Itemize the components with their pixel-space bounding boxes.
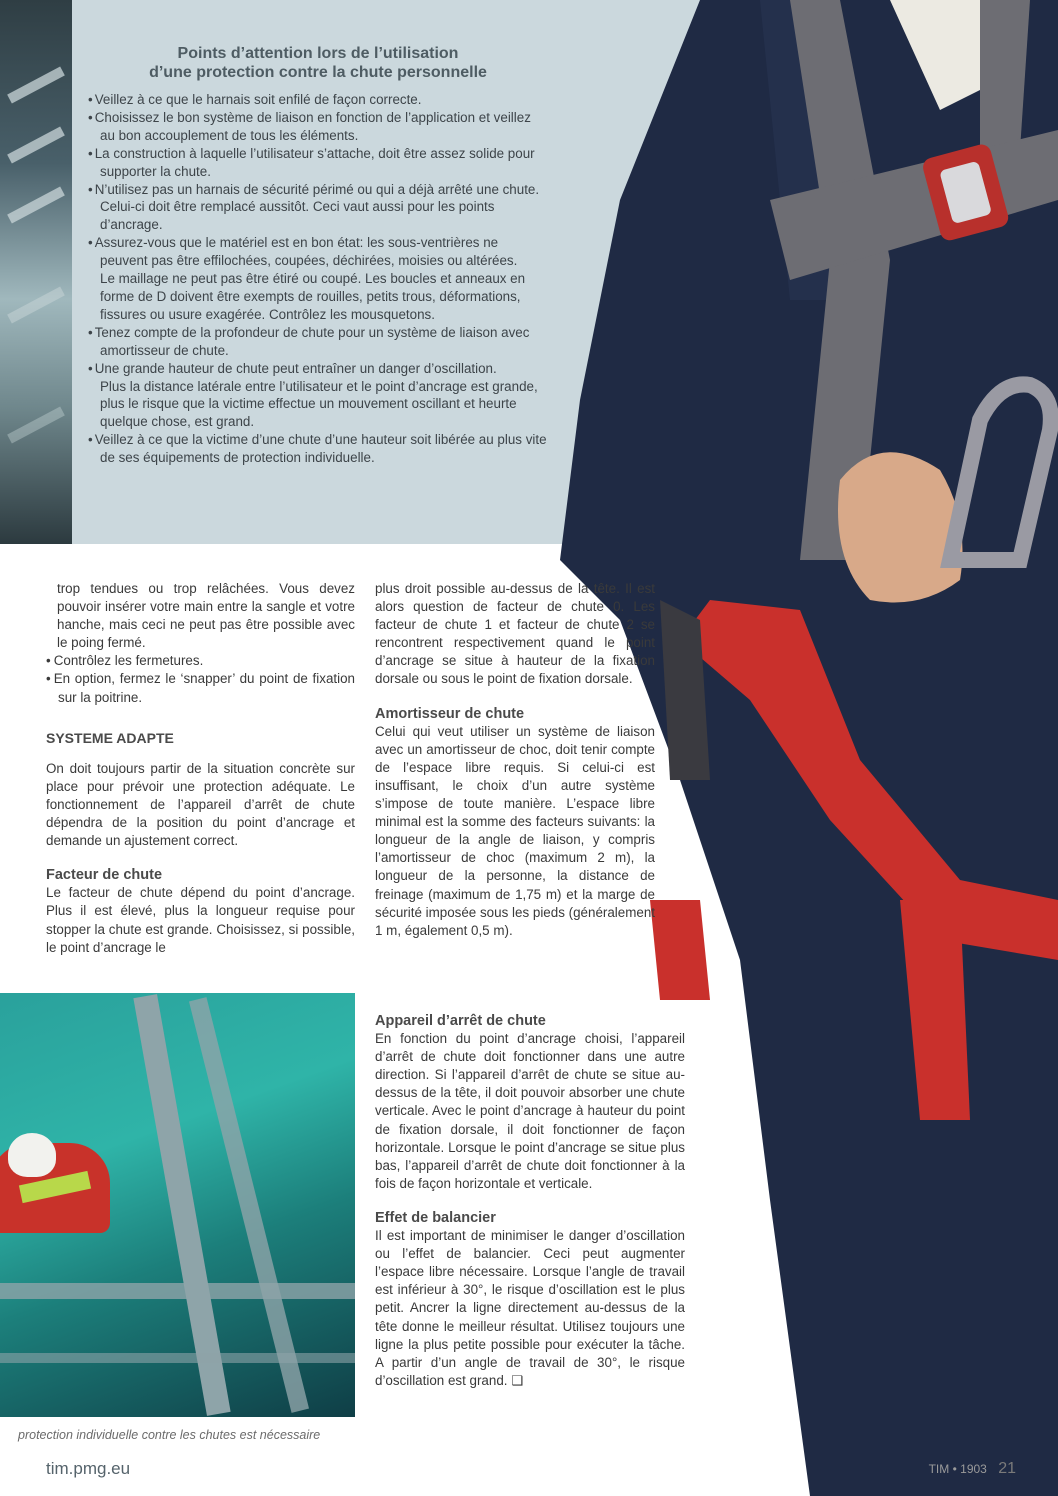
- magazine-name: TIM: [928, 1462, 950, 1476]
- end-mark-icon: ❑: [511, 1372, 524, 1388]
- column-2: [375, 580, 655, 940]
- heading-facteur-de-chute: Facteur de chute: [46, 867, 163, 884]
- site-link[interactable]: tim.pmg.eu: [46, 1459, 131, 1478]
- para-systeme-adapte: On doit toujours partir de la situation concrète sur place pour prévoir une protection adéquate. Le fonctionnement de l’appareil d’arrêt de chute dépendra de la position du point d’ancrage et demande un ajustement correct.: [46, 760, 355, 849]
- col2-cont-text: plus droit possible au-dessus de la tête. Il est alors question de facteur de chute 0. Les facteur de chute 1 et facteur de chute 2 se rencontrent respectivement quand le point d’ancrage se situe à hauteur de la fixation dorsale ou sous le point de fixation dorsale.: [375, 581, 655, 687]
- info-item: • Une grande hauteur de chute peut entraîner un danger d’oscillation.: [88, 360, 548, 378]
- heading-effet-balancier: Effet de balancier: [375, 1209, 496, 1226]
- info-item: • Veillez à ce que le harnais soit enfilé de façon correcte.: [88, 91, 548, 109]
- col1-bullet-1: • Contrôlez les fermetures.: [46, 652, 355, 670]
- page-footer: TIM • 1903 21: [928, 1460, 1016, 1477]
- column-1: [46, 580, 355, 957]
- info-item: • Veillez à ce que la victime d’une chute d’une hauteur soit libérée au plus vite de ses équipements de protection individuelle.: [88, 431, 548, 467]
- info-item: • Assurez-vous que le matériel est en bon état: les sous-ventrières ne peuvent pas être effilochées, coupées, déchirées, moisies ou altérées.: [88, 234, 548, 270]
- col1-bullets: [46, 652, 355, 706]
- col1-cont-text: trop tendues ou trop relâchées. Vous devez pouvoir insérer votre main entre la sangle et votre hanche, mais ceci ne peut pas être possible avec le poing fermé.: [57, 581, 355, 651]
- info-item: • Tenez compte de la profondeur de chute pour un système de liaison avec amortisseur de chute.: [88, 324, 548, 360]
- page-number: 21: [998, 1460, 1016, 1477]
- column-2-lower: [375, 1012, 685, 1390]
- bottom-left-photo: [0, 993, 355, 1417]
- para-effet-balancier: Il est important de minimiser le danger d’oscillation ou l’effet de balancier. Ceci peut augmenter l’espace libre nécessaire. Lorsque l’angle de travail est inférieur à 30°, le risque d’oscillation est le plus petit. Ancrer la ligne directement au-dessus de la tête donne le meilleur résultat. Utilisez toujours une ligne la plus petite possible pour exécuter la tâche. A partir d’un angle de travail de 30°, le risque d’oscillation est grand.: [375, 1228, 685, 1388]
- issue-number: 1903: [960, 1462, 987, 1476]
- info-item: • N’utilisez pas un harnais de sécurité périmé ou qui a déjà arrêté une chute. Celui-ci doit être remplacé aussitôt. Ceci vaut aussi pour les points d’ancrage.: [88, 181, 548, 235]
- info-item: Plus la distance latérale entre l’utilisateur et le point d’ancrage est grande, plus le risque que la victime effectue un mouvement oscillant et heurte quelque chose, est grand.: [100, 378, 538, 430]
- para-facteur-de-chute: Le facteur de chute dépend du point d’ancrage. Plus il est élevé, plus la longueur requise pour stopper la chute est grande. Choisissez, si possible, le point d’ancrage le: [46, 885, 355, 955]
- info-box-title: [98, 44, 538, 82]
- info-item: • La construction à laquelle l’utilisateur s’attache, doit être assez solide pour supporter la chute.: [88, 145, 548, 181]
- top-left-photo: [0, 0, 72, 544]
- photo-caption: protection individuelle contre les chutes est nécessaire: [18, 1428, 321, 1442]
- heading-appareil: Appareil d’arrêt de chute: [375, 1013, 546, 1029]
- info-list: [88, 91, 548, 467]
- col1-bullet-2: • En option, fermez le ‘snapper’ du point de fixation sur la poitrine.: [46, 670, 355, 706]
- heading-systeme-adapte: SYSTEME ADAPTE: [46, 729, 174, 746]
- info-item: • Choisissez le bon système de liaison en fonction de l’application et veillez au bon accouplement de tous les éléments.: [88, 109, 548, 145]
- info-title-line2: d’une protection contre la chute personnelle: [149, 64, 487, 81]
- info-item: Le maillage ne peut pas être étiré ou coupé. Les boucles et anneaux en forme de D doivent être exempts de rouilles, petits trous, déformations, fissures ou usure exagérée. Contrôlez les mousquetons.: [100, 271, 526, 322]
- heading-amortisseur: Amortisseur de chute: [375, 705, 525, 722]
- para-amortisseur: Celui qui veut utiliser un système de liaison avec un amortisseur de choc, doit tenir compte de l’espace libre requis. Si celui-ci est insuffisant, le choix d’un autre système s’impose de toute manière. L’espace libre minimal est la somme des facteurs suivants: la longueur de la angle de liaison, y compris l’amortisseur de choc (maximum 2 m), la longueur de la personne, la distance de freinage (maximum de 1,75 m) et la marge de sécurité imposée sous les pieds (généralement 1 m, également 0,5 m).: [375, 723, 655, 938]
- info-title-line1: Points d’attention lors de l’utilisation: [177, 45, 459, 62]
- para-appareil: En fonction du point d’ancrage choisi, l’appareil d’arrêt de chute doit fonctionner dans une autre direction. Si l’appareil d’arrêt de chute se situe au-dessus de la tête, il doit pouvoir absorber une chute verticale. Avec le point d’ancrage à hauteur du point de fixation dorsale, il doit fonctionner de façon horizontale. Lorsque le point d’ancrage se situe plus bas, l’appareil d’arrêt de chute doit fonctionner à la fois de façon horizontale et verticale.: [375, 1031, 685, 1191]
